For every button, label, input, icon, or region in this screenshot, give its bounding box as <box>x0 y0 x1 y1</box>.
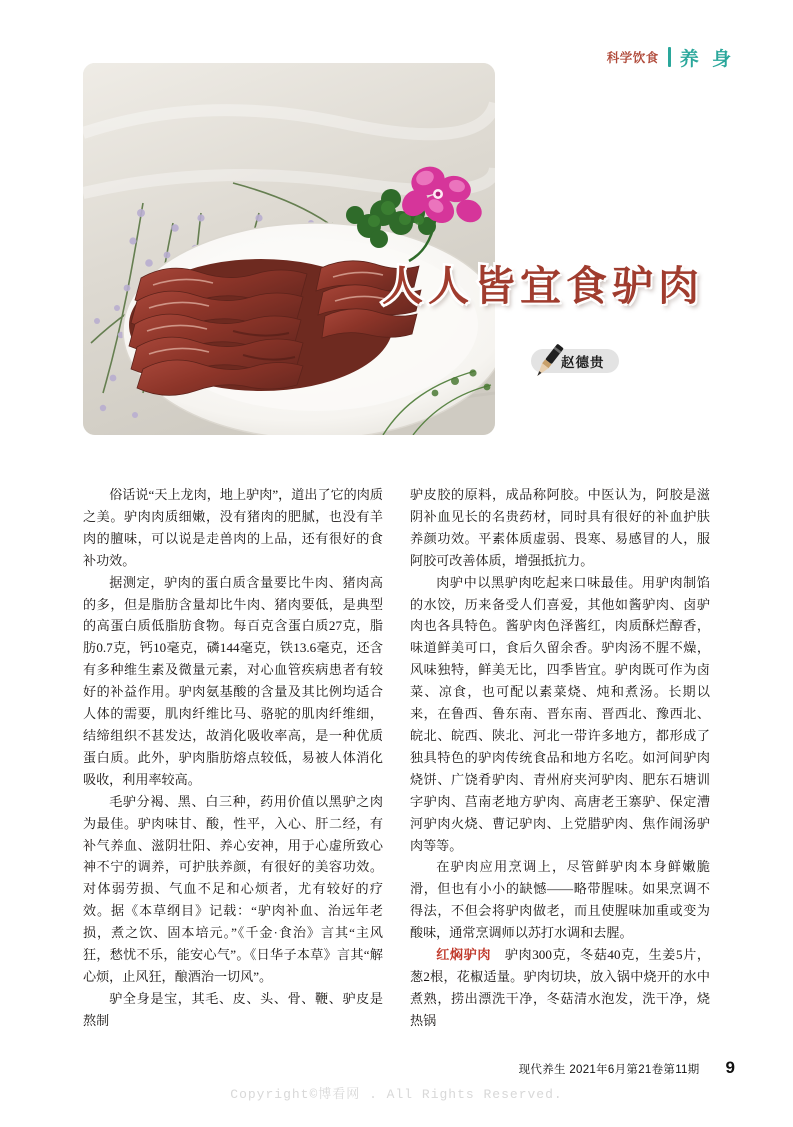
article-headline: 人人皆宜食驴肉 <box>382 263 704 309</box>
paragraph: 在驴肉应用烹调上，尽管鲜驴肉本身鲜嫩脆滑，但也有小小的缺憾——略带腥味。如果烹调不得法，不但会将驴肉做老，而且使腥味加重或变为酸味，通常烹调师以苏打水调和去腥。 <box>410 859 710 941</box>
article-photo <box>83 63 495 435</box>
paragraph: 俗话说“天上龙肉，地上驴肉”，道出了它的肉质之美。驴肉肉质细嫩，没有猪肉的肥腻，也没有羊肉的膻味，可以说是走兽肉的上品，还有很好的食补功效。 <box>83 487 383 568</box>
copyright-watermark: Copyright©博看网 . All Rights Reserved. <box>230 1087 563 1102</box>
pen-icon <box>527 340 571 382</box>
recipe-text: 驴肉300克，冬菇40克，生姜5片，葱2根，花椒适量。驴肉切块，放入锅中烧开的水中煮熟，捞出漂洗干净，冬菇清水泡发，洗干净，烧热锅 <box>410 947 711 1028</box>
left-column <box>83 484 383 1032</box>
right-column <box>410 484 710 1032</box>
page-footer <box>519 1058 735 1078</box>
masthead-kicker: 科学饮食 <box>606 51 659 65</box>
paragraph: 肉驴中以黑驴肉吃起来口味最佳。用驴肉制馅的水饺，历来备受人们喜爱，其他如酱驴肉、卤驴肉也各具特色。酱驴肉色泽酱红，肉质酥烂醇香，味道鲜美可口，食后久留余香。驴肉汤不腥不燥，风味独特，鲜美无比，四季皆宜。驴肉既可作为卤菜、凉食，也可配以素菜烧、炖和煮汤。长期以来，在鲁西、鲁东南、晋东南、晋西北、豫西北、皖北、皖西、陕北、河北一带许多地方，都形成了独具特色的驴肉传统食品和地方名吃。如河间驴肉烧饼、广饶肴驴肉、青州府夹河驴肉、肥东石塘训字驴肉、莒南老地方驴肉、高唐老王寨驴、保定漕河驴肉火烧、曹记驴肉、上党腊驴肉、焦作闹汤驴肉等等。 <box>410 574 710 853</box>
photo-illustration <box>83 63 495 435</box>
issue-info: 现代养生 2021年6月第21卷第11期 <box>518 1064 700 1076</box>
page-number: 9 <box>725 1058 735 1077</box>
article-body <box>83 484 711 1032</box>
author-byline <box>531 349 619 373</box>
masthead <box>607 44 735 70</box>
author-name: 赵德贵 <box>561 355 605 370</box>
paragraph: 毛驴分褐、黑、白三种，药用价值以黑驴之肉为最佳。驴肉味甘、酸，性平，入心、肝二经，有补气养血、滋阴壮阳、养心安神，用于心虚所致心神不宁的调养，可护肤养颜，有很好的美容功效。对体弱劳损、气血不足和心烦者，尤有较好的疗效。据《本草纲目》记载：“驴肉补血、治远年老损，煮之饮、固本培元。”《千金·食治》言其“主风狂，愁忧不乐，能安心气”。《日华子本草》言其“解心烦，止风狂，酿酒治一切风”。 <box>83 793 383 984</box>
recipe-title: 红焖驴肉 <box>436 947 492 963</box>
paragraph: 驴皮胶的原料，成品称阿胶。中医认为，阿胶是滋阴补血见长的名贵药材，同时具有很好的补血护肤养颜功效。平素体质虚弱、畏寒、易感冒的人，服阿胶可改善体质，增强抵抗力。 <box>410 487 710 568</box>
masthead-divider <box>668 47 671 67</box>
paragraph: 驴全身是宝，其毛、皮、头、骨、鞭、驴皮是熬制 <box>83 990 383 1028</box>
paragraph: 据测定，驴肉的蛋白质含量要比牛肉、猪肉高的多，但是脂肪含量却比牛肉、猪肉要低，是典型的高蛋白质低脂肪食物。每百克含蛋白质27克，脂肪0.7克，钙10毫克，磷144毫克，铁13.6毫克，还含有多种维生素及微量元素，对心血管疾病患者有较好的补益作用。驴肉氨基酸的含量及其比例均适合人体的需要，肌肉纤维比马、骆驼的肌肉纤维细，结缔组织不甚发达，故消化吸收率高，是一种优质蛋白质。此外，驴肉脂肪熔点较低，易被人体消化吸收，利用率较高。 <box>83 574 383 787</box>
recipe-paragraph <box>410 944 710 1032</box>
masthead-section-title: 养 身 <box>679 48 735 70</box>
